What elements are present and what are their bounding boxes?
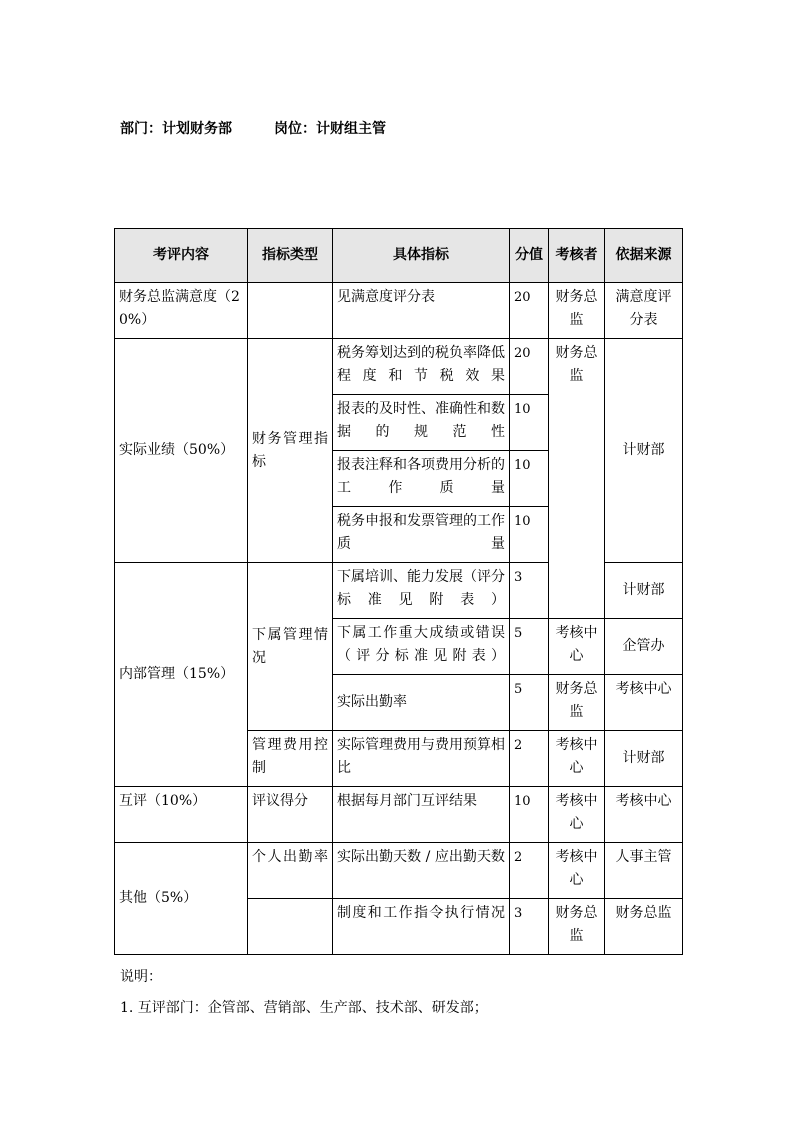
indicator-cell: 税务申报和发票管理的工作质量: [333, 507, 510, 563]
position-label: 岗位：计财组主管: [274, 121, 386, 137]
table-row: [115, 787, 683, 843]
type-cell: [248, 899, 333, 955]
col-header-indicator: 具体指标: [333, 229, 510, 283]
assessor-cell: 考核中心: [549, 787, 605, 843]
source-cell: 计财部: [605, 563, 683, 619]
score-cell: 5: [510, 619, 549, 675]
type-cell: 管理费用控制: [248, 731, 333, 787]
source-cell: 人事主管: [605, 843, 683, 899]
score-cell: 20: [510, 339, 549, 395]
score-cell: 5: [510, 675, 549, 731]
indicator-cell: 下属培训、能力发展（评分标准见附表）: [333, 563, 510, 619]
type-cell: 个人出勤率: [248, 843, 333, 899]
notes-section: [120, 962, 488, 1024]
indicator-cell: 报表注释和各项费用分析的工作质量: [333, 451, 510, 507]
notes-item: 1. 互评部门：企管部、营销部、生产部、技术部、研发部；: [120, 1000, 488, 1016]
col-header-type: 指标类型: [248, 229, 333, 283]
assessor-cell: 考核中心: [549, 731, 605, 787]
source-cell: 财务总监: [605, 899, 683, 955]
indicator-cell: 下属工作重大成绩或错误（评分标准见附表）: [333, 619, 510, 675]
type-cell: 下属管理情况: [248, 563, 333, 731]
content-cell: 互评（10%）: [115, 787, 248, 843]
indicator-cell: 实际出勤天数 / 应出勤天数: [333, 843, 510, 899]
source-cell: 考核中心: [605, 787, 683, 843]
col-header-source: 依据来源: [605, 229, 683, 283]
assessor-cell: 考核中心: [549, 619, 605, 675]
page-header: [120, 118, 386, 138]
score-cell: 10: [510, 395, 549, 451]
score-cell: 10: [510, 787, 549, 843]
type-cell: 财务管理指标: [248, 339, 333, 563]
score-cell: 10: [510, 451, 549, 507]
assessment-table: [114, 228, 683, 955]
table-row: [115, 843, 683, 899]
indicator-cell: 见满意度评分表: [333, 283, 510, 339]
source-cell: 计财部: [605, 339, 683, 563]
source-cell: 计财部: [605, 731, 683, 787]
table-header-row: [115, 229, 683, 283]
department-label: 部门：计划财务部: [120, 121, 232, 137]
assessor-cell: 财务总监: [549, 339, 605, 619]
assessor-cell: 财务总监: [549, 675, 605, 731]
content-cell: 实际业绩（50%）: [115, 339, 248, 563]
table-row: [115, 283, 683, 339]
col-header-score: 分值: [510, 229, 549, 283]
score-cell: 3: [510, 563, 549, 619]
indicator-cell: 税务筹划达到的税负率降低程度和节税效果: [333, 339, 510, 395]
type-cell: 评议得分: [248, 787, 333, 843]
score-cell: 3: [510, 899, 549, 955]
col-header-assessor: 考核者: [549, 229, 605, 283]
indicator-cell: 制度和工作指令执行情况: [333, 899, 510, 955]
score-cell: 2: [510, 843, 549, 899]
source-cell: 企管办: [605, 619, 683, 675]
assessor-cell: 财务总监: [549, 283, 605, 339]
score-cell: 20: [510, 283, 549, 339]
col-header-content: 考评内容: [115, 229, 248, 283]
indicator-cell: 报表的及时性、准确性和数据的规范性: [333, 395, 510, 451]
content-cell: 其他（5%）: [115, 843, 248, 955]
indicator-cell: 根据每月部门互评结果: [333, 787, 510, 843]
source-cell: 满意度评分表: [605, 283, 683, 339]
assessor-cell: 财务总监: [549, 899, 605, 955]
content-cell: 内部管理（15%）: [115, 563, 248, 787]
score-cell: 10: [510, 507, 549, 563]
table-row: [115, 339, 683, 395]
indicator-cell: 实际管理费用与费用预算相比: [333, 731, 510, 787]
type-cell: [248, 283, 333, 339]
source-cell: 考核中心: [605, 675, 683, 731]
content-cell: 财务总监满意度（20%）: [115, 283, 248, 339]
notes-title: 说明：: [120, 969, 162, 985]
score-cell: 2: [510, 731, 549, 787]
assessor-cell: 考核中心: [549, 843, 605, 899]
indicator-cell: 实际出勤率: [333, 675, 510, 731]
